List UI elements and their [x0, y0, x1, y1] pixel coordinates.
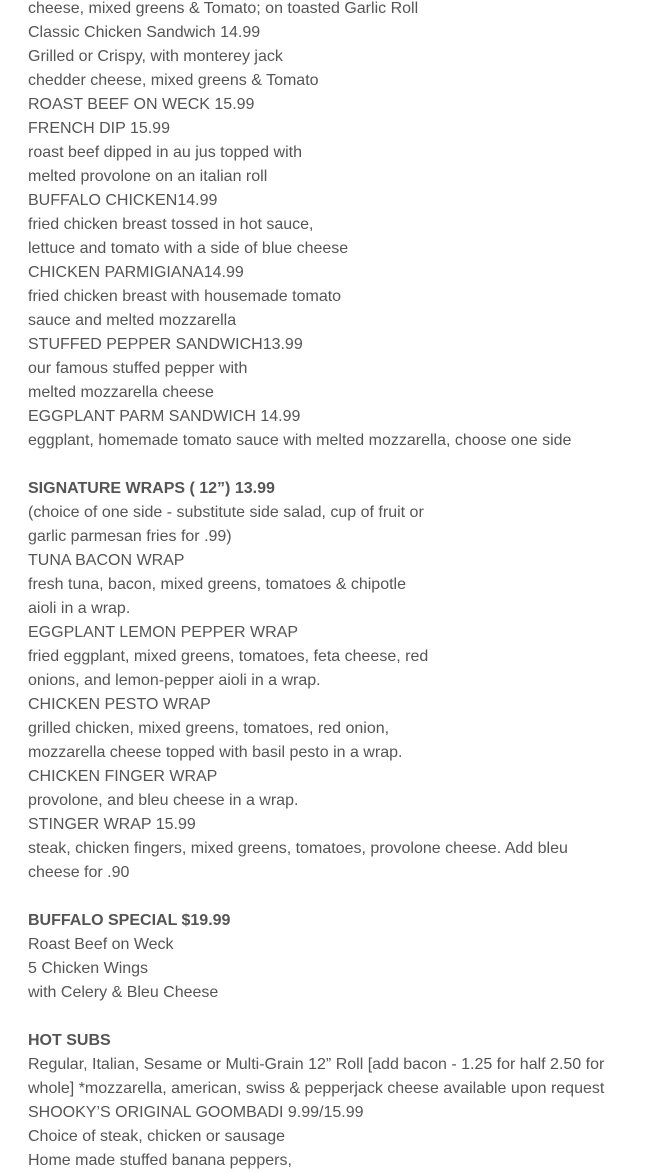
- menu-item-description: fresh tuna, bacon, mixed greens, tomatoes & chipotle: [28, 576, 406, 593]
- menu-item-description: fried chicken breast with housemade tomato: [28, 288, 342, 305]
- menu-item-description: aioli in a wrap.: [28, 600, 131, 617]
- wraps-section: [28, 477, 628, 885]
- hot-subs-section: [28, 1029, 628, 1173]
- menu-item-description: fried chicken breast tossed in hot sauce,: [28, 216, 314, 233]
- menu-item-title: ROAST BEEF ON WECK 15.99: [28, 96, 255, 113]
- menu-item-description: melted provolone on an italian roll: [28, 168, 268, 185]
- menu-item-title: CHICKEN PARMIGIANA14.99: [28, 264, 244, 281]
- menu-item-title: EGGPLANT PARM SANDWICH 14.99: [28, 408, 301, 425]
- section-heading: HOT SUBS: [28, 1032, 111, 1049]
- menu-item-title: STUFFED PEPPER SANDWICH13.99: [28, 336, 303, 353]
- buffalo-special-section: [28, 909, 628, 1005]
- menu-line: cheese, mixed greens & Tomato; on toasted Garlic Roll: [28, 0, 419, 17]
- section-spacer: [28, 885, 628, 909]
- menu-item-description: lettuce and tomato with a side of blue cheese: [28, 240, 349, 257]
- section-heading: SIGNATURE WRAPS ( 12”) 13.99: [28, 480, 275, 497]
- menu-item-description: melted mozzarella cheese: [28, 384, 214, 401]
- menu-item-description: eggplant, homemade tomato sauce with melted mozzarella, choose one side: [28, 432, 572, 449]
- menu-item-description: sauce and melted mozzarella: [28, 312, 237, 329]
- menu-item-description: steak, chicken fingers, mixed greens, tomatoes, provolone cheese. Add bleu: [28, 840, 568, 857]
- section-note: whole] *mozzarella, american, swiss & pepperjack cheese available upon request: [28, 1080, 605, 1097]
- menu-item-description: Grilled or Crispy, with monterey jack: [28, 48, 283, 65]
- menu-item-description: grilled chicken, mixed greens, tomatoes, red onion,: [28, 720, 390, 737]
- menu-item-title: EGGPLANT LEMON PEPPER WRAP: [28, 624, 298, 641]
- menu-item-description: Roast Beef on Weck: [28, 936, 174, 953]
- menu-item-description: onions, and lemon-pepper aioli in a wrap.: [28, 672, 321, 689]
- sandwiches-section: [28, 0, 628, 453]
- menu-item-title: FRENCH DIP 15.99: [28, 120, 170, 137]
- section-note: (choice of one side - substitute side salad, cup of fruit or: [28, 504, 424, 521]
- menu-item-description: mozzarella cheese topped with basil pesto in a wrap.: [28, 744, 403, 761]
- menu-item-description: our famous stuffed pepper with: [28, 360, 248, 377]
- menu-item-title: BUFFALO CHICKEN14.99: [28, 192, 218, 209]
- menu-item-title: STINGER WRAP 15.99: [28, 816, 196, 833]
- section-spacer: [28, 453, 628, 477]
- menu-item-description: chedder cheese, mixed greens & Tomato: [28, 72, 319, 89]
- section-note: garlic parmesan fries for .99): [28, 528, 232, 545]
- menu-item-description: with Celery & Bleu Cheese: [28, 984, 219, 1001]
- menu-content: [28, 0, 628, 1173]
- menu-item-description: fried eggplant, mixed greens, tomatoes, feta cheese, red: [28, 648, 429, 665]
- menu-item-title: CHICKEN FINGER WRAP: [28, 768, 218, 785]
- section-note: Regular, Italian, Sesame or Multi-Grain 12” Roll [add bacon - 1.25 for half 2.50 for: [28, 1056, 605, 1073]
- menu-item-title: Classic Chicken Sandwich 14.99: [28, 24, 261, 41]
- menu-item-description: roast beef dipped in au jus topped with: [28, 144, 302, 161]
- menu-item-description: Choice of steak, chicken or sausage: [28, 1128, 286, 1145]
- menu-item-description: 5 Chicken Wings: [28, 960, 149, 977]
- menu-item-title: TUNA BACON WRAP: [28, 552, 185, 569]
- section-heading: BUFFALO SPECIAL $19.99: [28, 912, 231, 929]
- menu-item-title: CHICKEN PESTO WRAP: [28, 696, 211, 713]
- menu-item-description: Home made stuffed banana peppers,: [28, 1152, 292, 1169]
- menu-item-description: cheese for .90: [28, 864, 130, 881]
- section-spacer: [28, 1005, 628, 1029]
- menu-item-description: provolone, and bleu cheese in a wrap.: [28, 792, 299, 809]
- menu-item-title: SHOOKY’S ORIGINAL GOOMBADI 9.99/15.99: [28, 1104, 364, 1121]
